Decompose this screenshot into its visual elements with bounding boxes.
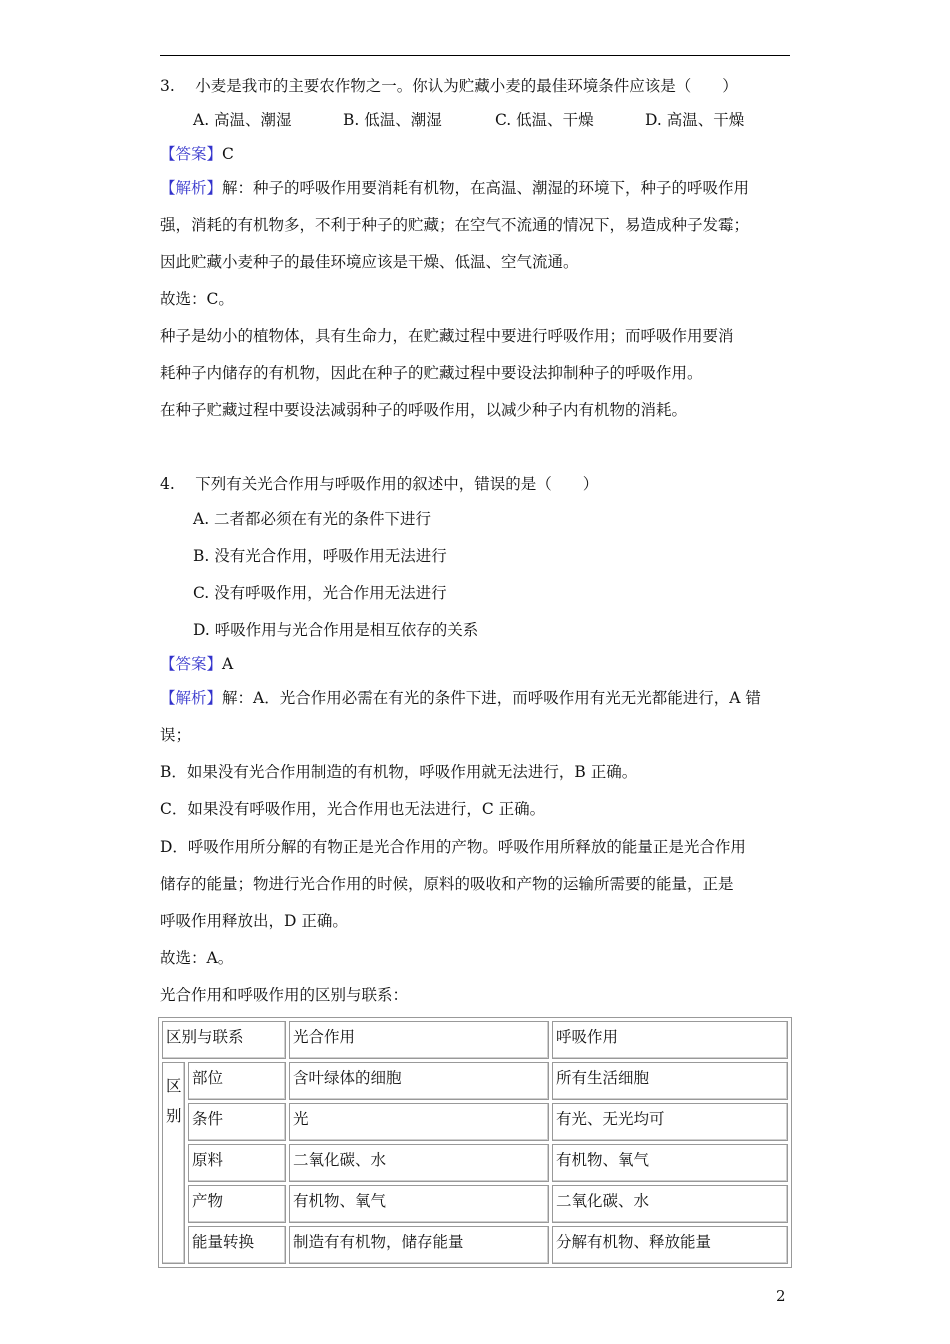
q3-analysis-line: 强，消耗的有机物多，不利于种子的贮藏；在空气不流通的情况下，易造成种子发霉；: [160, 216, 750, 234]
table-cell: 二氧化碳、水: [289, 1144, 549, 1182]
q4-option-b: B. 没有光合作用，呼吸作用无法进行: [193, 547, 447, 565]
table-cell: 原料: [188, 1144, 286, 1182]
table-cell: 含叶绿体的细胞: [289, 1062, 549, 1100]
answer-tag: 【答案】: [160, 655, 223, 673]
table-cell: 有机物、氧气: [552, 1144, 788, 1182]
analysis-text: 解：A．光合作用必需在有光的条件下进，而呼吸作用有光无光都能进行，A 错: [222, 689, 761, 707]
table-cell: 所有生活细胞: [552, 1062, 788, 1100]
analysis-tag: 【解析】: [160, 179, 223, 197]
table-cell: 产物: [188, 1185, 286, 1223]
group-label-char: 别: [166, 1107, 182, 1125]
comparison-table: [158, 1017, 792, 1268]
table-header-cell: 区别与联系: [162, 1021, 286, 1059]
q3-stem: 3. 小麦是我市的主要农作物之一。你认为贮藏小麦的最佳环境条件应该是（ ）: [160, 77, 738, 95]
header-rule: [160, 55, 790, 56]
table-row: [162, 1185, 788, 1223]
q3-analysis-line: 耗种子内储存的有机物，因此在种子的贮藏过程中要设法抑制种子的呼吸作用。: [160, 364, 703, 382]
table-cell: 有机物、氧气: [289, 1185, 549, 1223]
table-row: [162, 1062, 788, 1100]
q4-analysis-line: D．呼吸作用所分解的有物正是光合作用的产物。呼吸作用所释放的能量正是光合作用: [160, 838, 746, 856]
table-cell: 制造有有机物，储存能量: [289, 1226, 549, 1264]
q3-option-b: B. 低温、潮湿: [343, 111, 442, 129]
group-label-char: 区: [166, 1077, 182, 1095]
q4-option-a: A. 二者都必须在有光的条件下进行: [193, 510, 432, 528]
q3-options: [193, 110, 744, 130]
q4-analysis-line: [160, 688, 761, 708]
q3-analysis-line: 在种子贮藏过程中要设法减弱种子的呼吸作用，以减少种子内有机物的消耗。: [160, 401, 688, 419]
q3-option-a: A. 高温、潮湿: [193, 111, 292, 129]
q4-analysis-line: 光合作用和呼吸作用的区别与联系：: [160, 986, 409, 1004]
q3-analysis-line: [160, 178, 749, 198]
answer-value: A: [222, 655, 234, 673]
analysis-text: 解：种子的呼吸作用要消耗有机物，在高温、潮湿的环境下，种子的呼吸作用: [222, 179, 750, 197]
q3-answer: [160, 144, 234, 164]
table-cell: 光: [289, 1103, 549, 1141]
table-row: [162, 1226, 788, 1264]
table-cell: 条件: [188, 1103, 286, 1141]
table-cell: 二氧化碳、水: [552, 1185, 788, 1223]
table-row: [162, 1103, 788, 1141]
q4-analysis-line: B．如果没有光合作用制造的有机物，呼吸作用就无法进行，B 正确。: [160, 763, 638, 781]
table-header-cell: 光合作用: [289, 1021, 549, 1059]
q4-analysis-line: 储存的能量；物进行光合作用的时候，原料的吸收和产物的运输所需要的能量，正是: [160, 875, 734, 893]
analysis-tag: 【解析】: [160, 689, 223, 707]
q3-option-c: C. 低温、干燥: [495, 111, 594, 129]
q3-analysis-line: 故选：C。: [160, 290, 234, 308]
q4-answer: [160, 654, 233, 674]
q4-option-d: D. 呼吸作用与光合作用是相互依存的关系: [193, 621, 479, 639]
table-cell: 部位: [188, 1062, 286, 1100]
answer-tag: 【答案】: [160, 145, 223, 163]
table-cell: 能量转换: [188, 1226, 286, 1264]
page-number: 2: [776, 1287, 786, 1305]
table-group-label: [162, 1062, 185, 1264]
q3-option-d: D. 高温、干燥: [645, 111, 745, 129]
q4-analysis-line: 呼吸作用释放出，D 正确。: [160, 912, 348, 930]
q3-analysis-line: 种子是幼小的植物体，具有生命力，在贮藏过程中要进行呼吸作用；而呼吸作用要消: [160, 327, 734, 345]
table-cell: 分解有机物、释放能量: [552, 1226, 788, 1264]
answer-value: C: [222, 145, 234, 163]
q3-analysis-line: 因此贮藏小麦种子的最佳环境应该是干燥、低温、空气流通。: [160, 253, 579, 271]
table-header-cell: 呼吸作用: [552, 1021, 788, 1059]
table-header-row: [162, 1021, 788, 1059]
table-row: [162, 1144, 788, 1182]
q4-analysis-line: 误；: [160, 726, 192, 744]
table-cell: 有光、无光均可: [552, 1103, 788, 1141]
q4-option-c: C. 没有呼吸作用，光合作用无法进行: [193, 584, 447, 602]
q4-stem: 4. 下列有关光合作用与呼吸作用的叙述中，错误的是（ ）: [160, 475, 599, 493]
q4-analysis-line: C．如果没有呼吸作用，光合作用也无法进行，C 正确。: [160, 800, 546, 818]
q4-analysis-line: 故选：A。: [160, 949, 234, 967]
